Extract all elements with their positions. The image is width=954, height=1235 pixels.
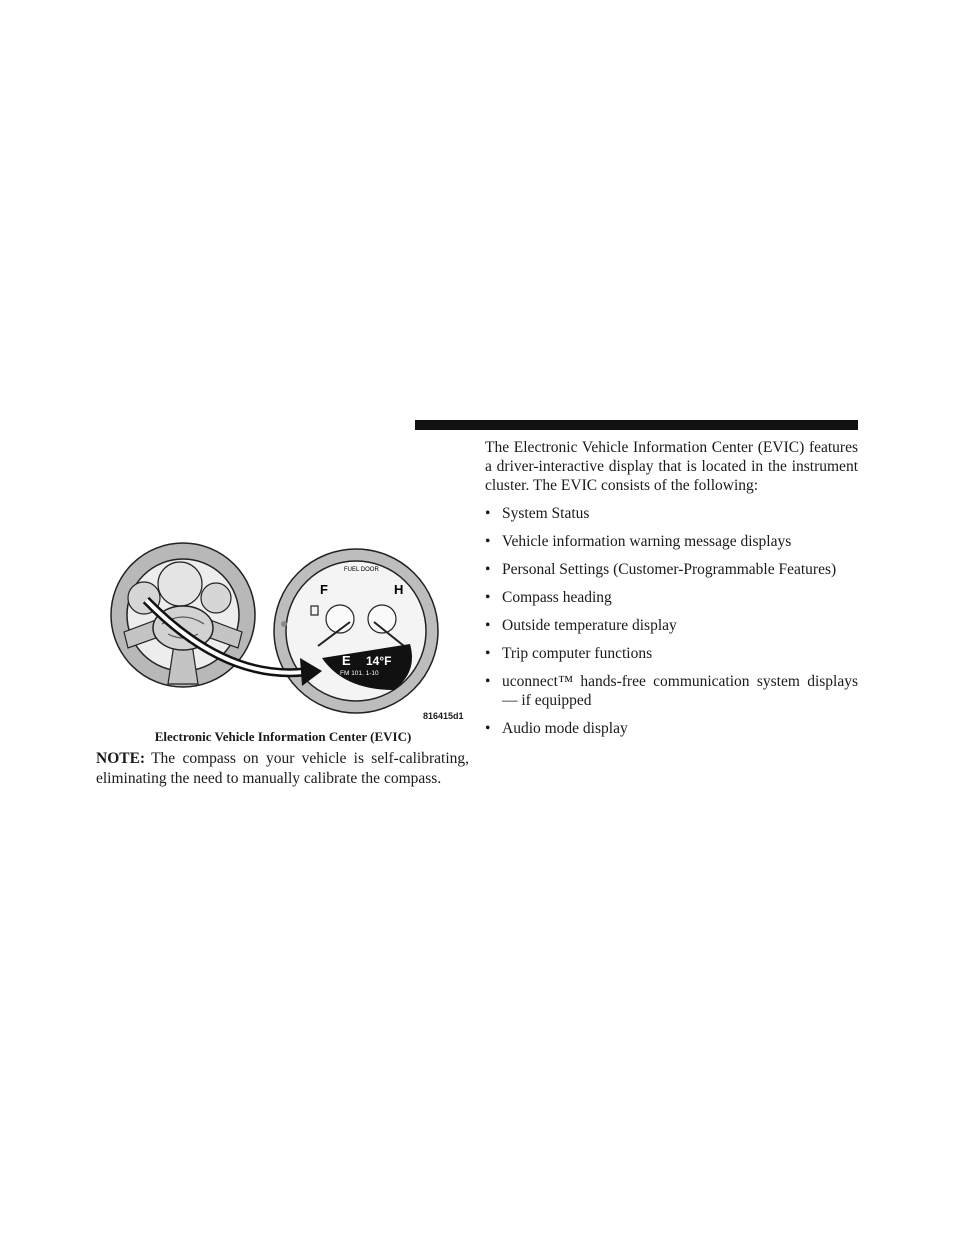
display-radio: FM 101. 1-10 — [340, 670, 379, 677]
list-item: • System Status — [485, 505, 590, 522]
fuel-door-label: FUEL DOOR — [344, 567, 379, 573]
bullet-icon: • — [485, 561, 491, 578]
bullet-icon: • — [485, 617, 491, 634]
list-item: • Trip computer functions — [485, 645, 653, 662]
fuel-full-label: F — [320, 582, 328, 597]
note-label: NOTE: — [96, 750, 146, 767]
list-item: • uconnect™ hands-free communication system displays — if equipped — [485, 673, 858, 709]
note-paragraph — [96, 749, 469, 789]
temp-hot-label: H — [394, 582, 404, 597]
bullet-icon: • — [485, 720, 491, 737]
section-rule — [415, 420, 858, 430]
bullet-icon: • — [485, 589, 491, 606]
figure-caption: Electronic Vehicle Information Center (EVIC) — [154, 729, 412, 744]
figure-code: 816415d1 — [423, 711, 464, 721]
list-item: • Audio mode display — [485, 720, 628, 737]
bullet-icon: • — [485, 673, 491, 690]
intro-paragraph: The Electronic Vehicle Information Center (EVIC) features a driver-interactive display that is located in the instrument cluster. The EVIC consists of the following: — [485, 439, 858, 494]
list-item: • Personal Settings (Customer-Programmable Features) — [485, 561, 837, 578]
bullet-icon: • — [485, 505, 491, 522]
feature-list — [485, 504, 858, 747]
list-item: • Outside temperature display — [485, 617, 677, 634]
list-item: • Compass heading — [485, 589, 612, 606]
evic-illustration — [104, 540, 444, 726]
instrument-cluster-icon — [274, 549, 438, 713]
note-text: The compass on your vehicle is self-calibrating, eliminating the need to manually calibrate the compass. — [96, 750, 469, 787]
bullet-icon: • — [485, 533, 491, 550]
display-heading: E — [342, 653, 351, 668]
display-temperature: 14°F — [366, 654, 392, 668]
bullet-icon: • — [485, 645, 491, 662]
list-item: • Vehicle information warning message displays — [485, 533, 792, 550]
